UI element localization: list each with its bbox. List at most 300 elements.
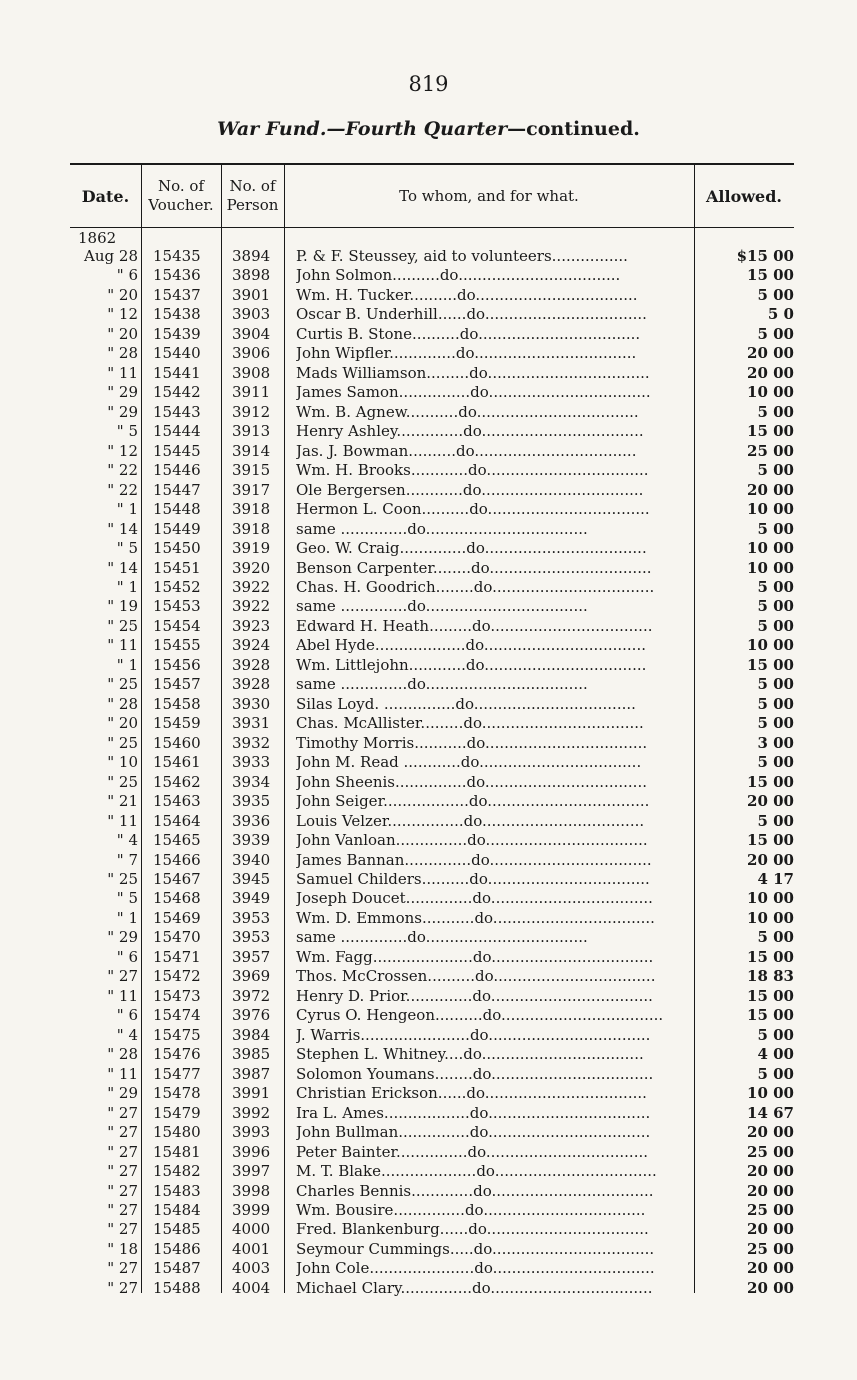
- row-whom: same ..............do..................................: [296, 675, 588, 694]
- header-allowed: Allowed.: [706, 186, 782, 206]
- row-person: 3906: [232, 344, 271, 363]
- table-row: [0, 617, 857, 636]
- row-amount: 5 00: [757, 694, 794, 713]
- row-amount: 20 00: [747, 480, 794, 499]
- row-date: " 5: [116, 539, 138, 558]
- row-amount: 20 00: [747, 1220, 794, 1239]
- table-row: [0, 636, 857, 655]
- row-amount: 5 00: [757, 928, 794, 947]
- page-title: [0, 118, 857, 140]
- row-amount: 15 00: [747, 1006, 794, 1025]
- table-row: [0, 909, 857, 928]
- row-whom: John M. Read ............do..................................: [296, 753, 642, 772]
- row-voucher: 15460: [153, 733, 201, 752]
- row-voucher: 15456: [153, 655, 201, 674]
- row-whom: same ..............do..................................: [296, 597, 588, 616]
- row-voucher: 15462: [153, 772, 201, 791]
- row-whom: Peter Bainter...............do..................................: [296, 1142, 648, 1161]
- row-voucher: 15450: [153, 539, 201, 558]
- row-whom: Wm. Littlejohn............do..................................: [296, 655, 647, 674]
- row-amount: 25 00: [747, 1239, 794, 1258]
- row-person: 3928: [232, 675, 271, 694]
- row-whom: John Wipfler..............do..................................: [296, 344, 637, 363]
- row-whom: John Solmon..........do..................................: [296, 266, 621, 285]
- row-voucher: 15435: [153, 247, 201, 265]
- row-whom: Wm. H. Brooks............do..................................: [296, 461, 649, 480]
- row-amount: 5 00: [757, 324, 794, 343]
- row-amount: 15 00: [747, 422, 794, 441]
- row-whom: Christian Erickson......do..................................: [296, 1084, 647, 1103]
- row-amount: 20 00: [747, 1162, 794, 1181]
- row-date: " 5: [116, 889, 138, 908]
- row-date: " 5: [116, 422, 138, 441]
- row-amount: 20 00: [747, 1278, 794, 1297]
- page-title-continued: —continued.: [507, 118, 640, 140]
- table-row: [0, 539, 857, 558]
- row-whom: John Cole......................do..................................: [296, 1259, 655, 1278]
- table-row: [0, 1259, 857, 1278]
- row-whom: Seymour Cummings.....do..................................: [296, 1239, 655, 1258]
- row-whom: Henry Ashley..............do..................................: [296, 422, 644, 441]
- row-amount: 5 00: [757, 753, 794, 772]
- row-person: 3913: [232, 422, 271, 441]
- table-row: [0, 481, 857, 500]
- row-amount: 5 00: [757, 597, 794, 616]
- table-row: [0, 753, 857, 772]
- row-whom: J. Warris.......................do..................................: [296, 1025, 651, 1044]
- row-whom: Abel Hyde...................do..................................: [296, 636, 646, 655]
- row-amount: 5 00: [757, 616, 794, 635]
- row-whom: Oscar B. Underhill......do..................................: [296, 305, 647, 324]
- row-amount: 5 00: [757, 811, 794, 830]
- row-voucher: 15484: [153, 1200, 201, 1219]
- row-amount: 3 00: [757, 733, 794, 752]
- row-voucher: 15478: [153, 1084, 201, 1103]
- table-row: [0, 1182, 857, 1201]
- row-amount: 20 00: [747, 363, 794, 382]
- row-amount: 15 00: [747, 986, 794, 1005]
- table-row: [0, 305, 857, 324]
- row-amount: 15 00: [747, 772, 794, 791]
- row-voucher: 15488: [153, 1278, 201, 1297]
- row-person: 3923: [232, 616, 271, 635]
- row-amount: 4 00: [757, 1045, 794, 1064]
- row-date: " 11: [107, 636, 138, 655]
- row-date: " 27: [107, 1103, 138, 1122]
- header-whom: To whom, and for what.: [399, 186, 579, 205]
- row-voucher: 15453: [153, 597, 201, 616]
- row-voucher: 15447: [153, 480, 201, 499]
- row-whom: Louis Velzer................do..................................: [296, 811, 645, 830]
- row-amount: 25 00: [747, 1142, 794, 1161]
- row-person: 3908: [232, 363, 271, 382]
- row-whom: Ole Bergersen............do..................................: [296, 480, 644, 499]
- table-row: [0, 1084, 857, 1103]
- row-date: " 6: [116, 266, 138, 285]
- row-whom: Timothy Morris...........do..................................: [296, 733, 648, 752]
- row-person: 3930: [232, 694, 271, 713]
- table-row: [0, 1065, 857, 1084]
- table-row: [0, 1220, 857, 1239]
- table-row: [0, 461, 857, 480]
- row-whom: John Bullman...............do..................................: [296, 1123, 651, 1142]
- row-whom: Charles Bennis.............do..................................: [296, 1181, 654, 1200]
- table-row: [0, 500, 857, 519]
- row-date: " 1: [116, 655, 138, 674]
- table-row: [0, 812, 857, 831]
- row-amount: 5 00: [757, 675, 794, 694]
- row-whom: Ira L. Ames..................do..................................: [296, 1103, 651, 1122]
- row-person: 3918: [232, 500, 271, 519]
- row-amount: 5 00: [757, 1025, 794, 1044]
- row-whom: Wm. B. Agnew...........do..................................: [296, 402, 639, 421]
- row-date: " 21: [107, 792, 138, 811]
- page-number: 819: [408, 72, 449, 96]
- row-date: " 29: [107, 383, 138, 402]
- row-amount: 10 00: [747, 383, 794, 402]
- row-date: " 14: [107, 558, 138, 577]
- table-row: [0, 1240, 857, 1259]
- row-voucher: 15472: [153, 967, 201, 986]
- row-amount: 5 00: [757, 1064, 794, 1083]
- row-amount: 20 00: [747, 1123, 794, 1142]
- row-date: " 27: [107, 1142, 138, 1161]
- row-person: 4001: [232, 1239, 271, 1258]
- row-whom: M. T. Blake....................do..................................: [296, 1162, 657, 1181]
- row-person: 3998: [232, 1181, 271, 1200]
- row-date: Aug 28: [84, 247, 138, 265]
- row-date: " 22: [107, 480, 138, 499]
- row-person: 3935: [232, 792, 271, 811]
- row-voucher: 15469: [153, 908, 201, 927]
- table-row: [0, 851, 857, 870]
- row-person: 3915: [232, 461, 271, 480]
- row-whom: John Sheenis...............do..................................: [296, 772, 647, 791]
- row-voucher: 15436: [153, 266, 201, 285]
- row-whom: Hermon L. Coon..........do..................................: [296, 500, 650, 519]
- row-whom: Benson Carpenter........do..................................: [296, 558, 652, 577]
- row-person: 3919: [232, 539, 271, 558]
- row-person: 3985: [232, 1045, 271, 1064]
- row-date: " 18: [107, 1239, 138, 1258]
- row-amount: 14 67: [747, 1103, 794, 1122]
- row-voucher: 15455: [153, 636, 201, 655]
- row-person: 3922: [232, 597, 271, 616]
- row-whom: Wm. Fagg.....................do..................................: [296, 947, 654, 966]
- row-whom: Mads Williamson.........do..................................: [296, 363, 650, 382]
- row-person: 3987: [232, 1064, 271, 1083]
- row-whom: Joseph Doucet..............do..................................: [296, 889, 653, 908]
- row-person: 3976: [232, 1006, 271, 1025]
- table-row: [0, 520, 857, 539]
- row-date: " 25: [107, 733, 138, 752]
- row-date: " 25: [107, 870, 138, 888]
- row-voucher: 15437: [153, 285, 201, 304]
- row-whom: Michael Clary...............do..................................: [296, 1278, 653, 1297]
- row-person: 3957: [232, 947, 271, 966]
- table-row: [0, 247, 857, 266]
- row-voucher: 15446: [153, 461, 201, 480]
- row-person: 3984: [232, 1025, 271, 1044]
- row-whom: Stephen L. Whitney....do..................................: [296, 1045, 644, 1064]
- table-row: [0, 675, 857, 694]
- row-whom: Thos. McCrossen..........do..................................: [296, 967, 656, 986]
- row-date: " 7: [116, 850, 138, 869]
- row-person: 3917: [232, 480, 271, 499]
- row-amount: 10 00: [747, 636, 794, 655]
- row-voucher: 15443: [153, 402, 201, 421]
- table-row: [0, 1201, 857, 1220]
- row-date: " 20: [107, 714, 138, 733]
- table-row: [0, 870, 857, 889]
- row-voucher: 15438: [153, 305, 201, 324]
- row-voucher: 15448: [153, 500, 201, 519]
- row-amount: 5 00: [757, 461, 794, 480]
- row-person: 3969: [232, 967, 271, 986]
- row-whom: Geo. W. Craig..............do..................................: [296, 539, 647, 558]
- table-row: [0, 364, 857, 383]
- header-person: No. of Person: [226, 177, 279, 214]
- row-whom: John Seiger..................do..................................: [296, 792, 650, 811]
- row-whom: Silas Loyd. ...............do..................................: [296, 694, 636, 713]
- row-person: 3972: [232, 986, 271, 1005]
- row-amount: 20 00: [747, 1259, 794, 1278]
- row-whom: James Samon...............do..................................: [296, 383, 651, 402]
- row-whom: Solomon Youmans........do..................................: [296, 1064, 654, 1083]
- row-voucher: 15464: [153, 811, 201, 830]
- row-person: 3920: [232, 558, 271, 577]
- row-whom: Edward H. Heath.........do..................................: [296, 616, 653, 635]
- row-date: " 20: [107, 324, 138, 343]
- row-amount: 15 00: [747, 947, 794, 966]
- row-date: " 29: [107, 402, 138, 421]
- table-row: [0, 928, 857, 947]
- row-date: " 28: [107, 344, 138, 363]
- header-bottom-rule: [70, 227, 794, 228]
- row-date: " 29: [107, 1084, 138, 1103]
- header-voucher: No. of Voucher.: [148, 177, 214, 214]
- row-date: " 27: [107, 1123, 138, 1142]
- row-person: 3945: [232, 870, 271, 888]
- table-row: [0, 987, 857, 1006]
- table-row: [0, 1026, 857, 1045]
- row-amount: 5 00: [757, 285, 794, 304]
- row-voucher: 15477: [153, 1064, 201, 1083]
- row-date: " 27: [107, 1220, 138, 1239]
- row-voucher: 15473: [153, 986, 201, 1005]
- table-row: [0, 656, 857, 675]
- table-row: [0, 403, 857, 422]
- row-date: " 20: [107, 285, 138, 304]
- row-voucher: 15476: [153, 1045, 201, 1064]
- row-amount: 10 00: [747, 558, 794, 577]
- row-date: " 11: [107, 986, 138, 1005]
- row-amount: 5 00: [757, 577, 794, 596]
- row-amount: 10 00: [747, 908, 794, 927]
- row-date: " 27: [107, 1162, 138, 1181]
- row-amount: 20 00: [747, 1181, 794, 1200]
- row-voucher: 15467: [153, 870, 201, 888]
- row-amount: 10 00: [747, 539, 794, 558]
- row-amount: 5 00: [757, 519, 794, 538]
- row-date: " 25: [107, 675, 138, 694]
- row-date: " 19: [107, 597, 138, 616]
- row-voucher: 15486: [153, 1239, 201, 1258]
- row-person: 3939: [232, 831, 271, 850]
- row-whom: Fred. Blankenburg......do..................................: [296, 1220, 649, 1239]
- row-voucher: 15442: [153, 383, 201, 402]
- row-amount: 20 00: [747, 792, 794, 811]
- ledger-rows: [0, 247, 857, 1298]
- row-person: 3993: [232, 1123, 271, 1142]
- row-whom: Henry D. Prior..............do..................................: [296, 986, 653, 1005]
- row-date: " 4: [116, 1025, 138, 1044]
- row-voucher: 15466: [153, 850, 201, 869]
- row-whom: same ..............do..................................: [296, 519, 588, 538]
- table-row: [0, 1006, 857, 1025]
- row-voucher: 15459: [153, 714, 201, 733]
- row-voucher: 15470: [153, 928, 201, 947]
- row-voucher: 15445: [153, 441, 201, 460]
- year-label: 1862: [78, 229, 117, 247]
- row-person: 3912: [232, 402, 271, 421]
- row-person: 3991: [232, 1084, 271, 1103]
- row-voucher: 15482: [153, 1162, 201, 1181]
- table-row: [0, 344, 857, 363]
- row-person: 3898: [232, 266, 271, 285]
- row-whom: P. & F. Steussey, aid to volunteers................: [296, 247, 628, 265]
- row-person: 3992: [232, 1103, 271, 1122]
- row-voucher: 15452: [153, 577, 201, 596]
- row-amount: 25 00: [747, 1200, 794, 1219]
- row-voucher: 15468: [153, 889, 201, 908]
- row-voucher: 15479: [153, 1103, 201, 1122]
- table-row: [0, 831, 857, 850]
- row-whom: Curtis B. Stone..........do..................................: [296, 324, 641, 343]
- table-row: [0, 773, 857, 792]
- row-whom: James Bannan..............do..................................: [296, 850, 652, 869]
- row-date: " 27: [107, 1181, 138, 1200]
- table-row: [0, 889, 857, 908]
- row-amount: 10 00: [747, 889, 794, 908]
- row-whom: Chas. H. Goodrich........do..................................: [296, 577, 655, 596]
- row-date: " 25: [107, 616, 138, 635]
- row-person: 3928: [232, 655, 271, 674]
- table-row: [0, 695, 857, 714]
- row-amount: 20 00: [747, 344, 794, 363]
- row-date: " 1: [116, 577, 138, 596]
- row-date: " 14: [107, 519, 138, 538]
- row-person: 3999: [232, 1200, 271, 1219]
- row-person: 3901: [232, 285, 271, 304]
- row-whom: Jas. J. Bowman..........do..................................: [296, 441, 637, 460]
- row-voucher: 15463: [153, 792, 201, 811]
- row-whom: Chas. McAllister.........do..................................: [296, 714, 644, 733]
- row-voucher: 15458: [153, 694, 201, 713]
- table-row: [0, 734, 857, 753]
- row-whom: Wm. Bousire...............do..................................: [296, 1200, 646, 1219]
- row-voucher: 15483: [153, 1181, 201, 1200]
- row-date: " 11: [107, 363, 138, 382]
- row-person: 3940: [232, 850, 271, 869]
- table-row: [0, 422, 857, 441]
- table-row: [0, 1123, 857, 1142]
- row-person: 3904: [232, 324, 271, 343]
- row-voucher: 15461: [153, 753, 201, 772]
- row-amount: 15 00: [747, 831, 794, 850]
- row-person: 3996: [232, 1142, 271, 1161]
- row-voucher: 15480: [153, 1123, 201, 1142]
- table-row: [0, 286, 857, 305]
- row-person: 3894: [232, 247, 271, 265]
- row-whom: John Vanloan...............do..................................: [296, 831, 648, 850]
- row-amount: 20 00: [747, 850, 794, 869]
- row-whom: same ..............do..................................: [296, 928, 588, 947]
- table-row: [0, 325, 857, 344]
- row-date: " 11: [107, 811, 138, 830]
- row-voucher: 15475: [153, 1025, 201, 1044]
- page-title-italic: War Fund.—Fourth Quarter: [217, 118, 508, 140]
- row-person: 3997: [232, 1162, 271, 1181]
- table-row: [0, 266, 857, 285]
- table-row: [0, 792, 857, 811]
- row-date: " 22: [107, 461, 138, 480]
- row-voucher: 15485: [153, 1220, 201, 1239]
- row-date: " 27: [107, 1278, 138, 1297]
- row-person: 3924: [232, 636, 271, 655]
- row-person: 3953: [232, 928, 271, 947]
- row-date: " 6: [116, 947, 138, 966]
- row-date: " 6: [116, 1006, 138, 1025]
- row-date: " 1: [116, 908, 138, 927]
- row-whom: Wm. H. Tucker..........do..................................: [296, 285, 638, 304]
- row-voucher: 15440: [153, 344, 201, 363]
- table-row: [0, 559, 857, 578]
- row-voucher: 15449: [153, 519, 201, 538]
- row-person: 3911: [232, 383, 271, 402]
- row-amount: 4 17: [757, 870, 794, 888]
- row-date: " 10: [107, 753, 138, 772]
- row-person: 4000: [232, 1220, 271, 1239]
- row-amount: 10 00: [747, 500, 794, 519]
- row-whom: Wm. D. Emmons...........do..................................: [296, 908, 655, 927]
- row-date: " 12: [107, 441, 138, 460]
- row-date: " 28: [107, 1045, 138, 1064]
- row-amount: 15 00: [747, 655, 794, 674]
- row-amount: 15 00: [747, 266, 794, 285]
- row-amount: 5 00: [757, 714, 794, 733]
- table-row: [0, 967, 857, 986]
- table-row: [0, 1104, 857, 1123]
- row-date: " 4: [116, 831, 138, 850]
- row-person: 3918: [232, 519, 271, 538]
- row-date: " 28: [107, 694, 138, 713]
- row-date: " 25: [107, 772, 138, 791]
- row-amount: 10 00: [747, 1084, 794, 1103]
- table-row: [0, 383, 857, 402]
- row-amount: 18 83: [747, 967, 794, 986]
- row-amount: $15 00: [736, 247, 794, 265]
- row-voucher: 15474: [153, 1006, 201, 1025]
- row-person: 3914: [232, 441, 271, 460]
- row-date: " 27: [107, 1259, 138, 1278]
- row-voucher: 15451: [153, 558, 201, 577]
- table-row: [0, 948, 857, 967]
- row-person: 3936: [232, 811, 271, 830]
- row-voucher: 15487: [153, 1259, 201, 1278]
- row-amount: 25 00: [747, 441, 794, 460]
- row-whom: Cyrus O. Hengeon..........do..................................: [296, 1006, 664, 1025]
